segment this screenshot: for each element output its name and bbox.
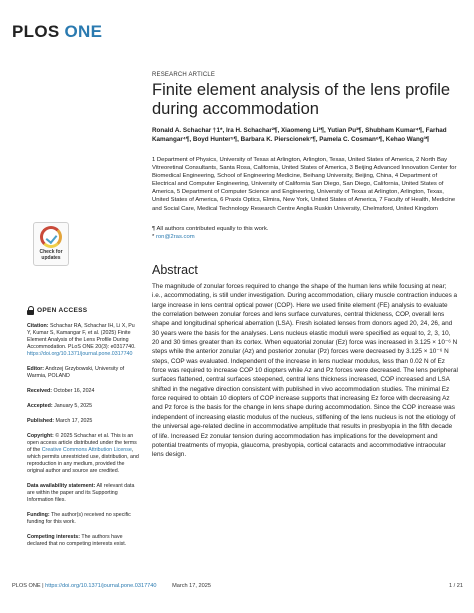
corresponding-marker: * xyxy=(152,233,156,240)
footer-page-number: 1 / 21 xyxy=(449,583,463,589)
logo-plos-text: PLOS xyxy=(12,22,60,41)
citation-label: Citation: xyxy=(27,323,49,329)
accepted-date: January 5, 2025 xyxy=(52,403,93,409)
footer-date: March 17, 2025 xyxy=(172,583,211,589)
funding-block xyxy=(27,512,139,526)
cc-license-link[interactable]: Creative Commons Attribution License xyxy=(41,447,132,453)
abstract-text: The magnitude of zonular forces required to change the shape of the human lens while focusing at near; i.e., accommodating, is still under investigation. During accommodation, ciliary muscle contraction induces a large increase in lens central optical power (COP). Here we used finite element (FE) analysis to evaluate the correlation between zonular forces and lens surface curvatures, central thickness, COP, overall lens shape and longitudinal spherical aberration (LSA). Fresh isolated lenses from donors aged 20, 24, 26, and 30 years were the basis for the analyses. Lens nucleus elastic moduli were specified as equal to, 2, 3, 10, 20 and 30 times greater than its cortex. When equatorial zonular (Ez) force was increased in 3.125 × 10⁻⁶ N steps while the anterior zonular (Az) and posterior zonular (Pz) forces were decreased by 3.125 × 10⁻⁶ N steps, COP was evaluated. Independent of the increase in lens nuclear modulus, less than 0.02 N of Ez force was required to increase COP 10 diopters while Az and Pz forces were decreased. The lens peripheral surfaces flattened, central surfaces steepened, central lens thickness increased, COP increased and LSA shifted in the negative direction consistent with published in vivo accommodation studies. The minimal Ez force required to obtain 10 diopters of COP increase supports that increasing Ez force with decreasing Az and Pz force is the basis for the change in lens shape during accommodation. Since the COP increase was independent of increasing elastic modulus of the nucleus, stiffening of the lens nucleus is not the etiology of the universal age-related decline in accommodative amplitude that results in presbyopia in the fifth decade of life. Increased Ez zonular tension during accommodation has implications for the development and potential treatments of myopia, glaucoma, presbyopia, cortical cataracts and accommodative intraocular lens design. xyxy=(152,283,458,459)
citation-block xyxy=(27,323,139,358)
journal-logo xyxy=(12,22,102,42)
received-block xyxy=(27,388,139,395)
open-access-label xyxy=(27,306,139,315)
logo-one-text: ONE xyxy=(64,22,103,41)
abstract-heading: Abstract xyxy=(152,263,198,277)
footer-journal: PLOS ONE xyxy=(12,583,41,589)
corresponding-author-note xyxy=(152,234,457,242)
footer-doi-link[interactable]: https://doi.org/10.1371/journal.pone.0317740 xyxy=(45,583,157,589)
citation-doi-link[interactable]: https://doi.org/10.1371/journal.pone.0317740 xyxy=(27,351,133,357)
funding-text: The author(s) received no specific funding for this work. xyxy=(27,512,131,525)
copyright-text-1: © 2025 Schachar et al. This is an open access article distributed under the terms of the xyxy=(27,433,137,453)
corresponding-email-link[interactable]: ron@2ras.com xyxy=(155,233,195,240)
article-type: RESEARCH ARTICLE xyxy=(152,72,216,78)
footer-left xyxy=(12,583,211,589)
competing-interests-block xyxy=(27,534,139,548)
article-info-sidebar xyxy=(27,306,139,556)
check-for-updates-badge[interactable] xyxy=(33,222,69,266)
accepted-block xyxy=(27,403,139,410)
copyright-text-2: , which permits unrestricted use, distribution, and reproduction in any medium, provided the original author and source are credited. xyxy=(27,447,139,474)
open-lock-icon xyxy=(27,306,34,315)
equal-contribution-note: ¶ All authors contributed equally to this work. xyxy=(152,226,269,232)
received-label: Received: xyxy=(27,388,53,394)
data-availability-text: All relevant data are within the paper and its Supporting Information files. xyxy=(27,483,135,503)
author-notes xyxy=(152,226,457,242)
funding-label: Funding: xyxy=(27,512,50,518)
copyright-label: Copyright: xyxy=(27,433,54,439)
published-date: March 17, 2025 xyxy=(54,418,93,424)
published-block xyxy=(27,418,139,425)
competing-interests-label: Competing interests: xyxy=(27,534,80,540)
crossmark-icon xyxy=(40,226,62,248)
editor-block xyxy=(27,366,139,380)
accepted-label: Accepted: xyxy=(27,403,53,409)
author-list: Ronald A. Schachar † 1*, Ira H. Schachar²¶, Xiaomeng Li³¶, Yutian Pu³¶, Shubham Kumar⁴¶, Farhad Kamangar⁴¶, Boyd Hunter⁵¶, Barbara K. Pierscionek⁷¶, Pamela C. Cosman⁶¶, Kehao Wang³¶ xyxy=(152,127,447,143)
badge-line-1: Check for xyxy=(39,249,63,255)
citation-text: Schachar RA, Schachar IH, Li X, Pu Y, Kumar S, Kamangar F, et al. (2025) Finite Element Analysis of the Lens Profile During Accommodation. PLoS ONE 20(3): e0317740. xyxy=(27,323,136,350)
competing-interests-text: The authors have declared that no competing interests exist. xyxy=(27,534,127,547)
data-availability-block xyxy=(27,483,139,504)
footer-separator: | xyxy=(40,583,46,589)
badge-line-2: updates xyxy=(41,254,61,261)
data-availability-label: Data availability statement: xyxy=(27,483,96,489)
published-label: Published: xyxy=(27,418,55,424)
editor-label: Editor: xyxy=(27,366,45,372)
open-access-text: OPEN ACCESS xyxy=(37,307,88,314)
article-title: Finite element analysis of the lens profile during accommodation xyxy=(152,81,451,118)
received-date: October 16, 2024 xyxy=(52,388,95,394)
editor-text: Andrzej Grzybowski, University of Warmia, POLAND xyxy=(27,366,125,379)
copyright-block xyxy=(27,433,139,475)
affiliations: 1 Department of Physics, University of Texas at Arlington, Arlington, Texas, United States of America, 2 North Bay Vitreoretinal Consultants, Santa Rosa, California, United States of America, 3 Beijing Advanced Innovation Center for Biomedical Engineering, School of Engineering Medicine, Beihang University, Beijing, China, 4 Department of Electrical and Computer Engineering, University of California San Diego, San Diego, California, United States of America, 5 Department of Computer Science and Engineering, University of Texas at Arlington, Arlington, Texas, United States of America, 6 Praxis Optics, Elmira, New York, United States of America, 7 Faculty of Health, Medicine and Social Care, Medical Technology Research Centre Anglia Ruskin University, Chelmsford, United Kingdom xyxy=(152,157,457,212)
